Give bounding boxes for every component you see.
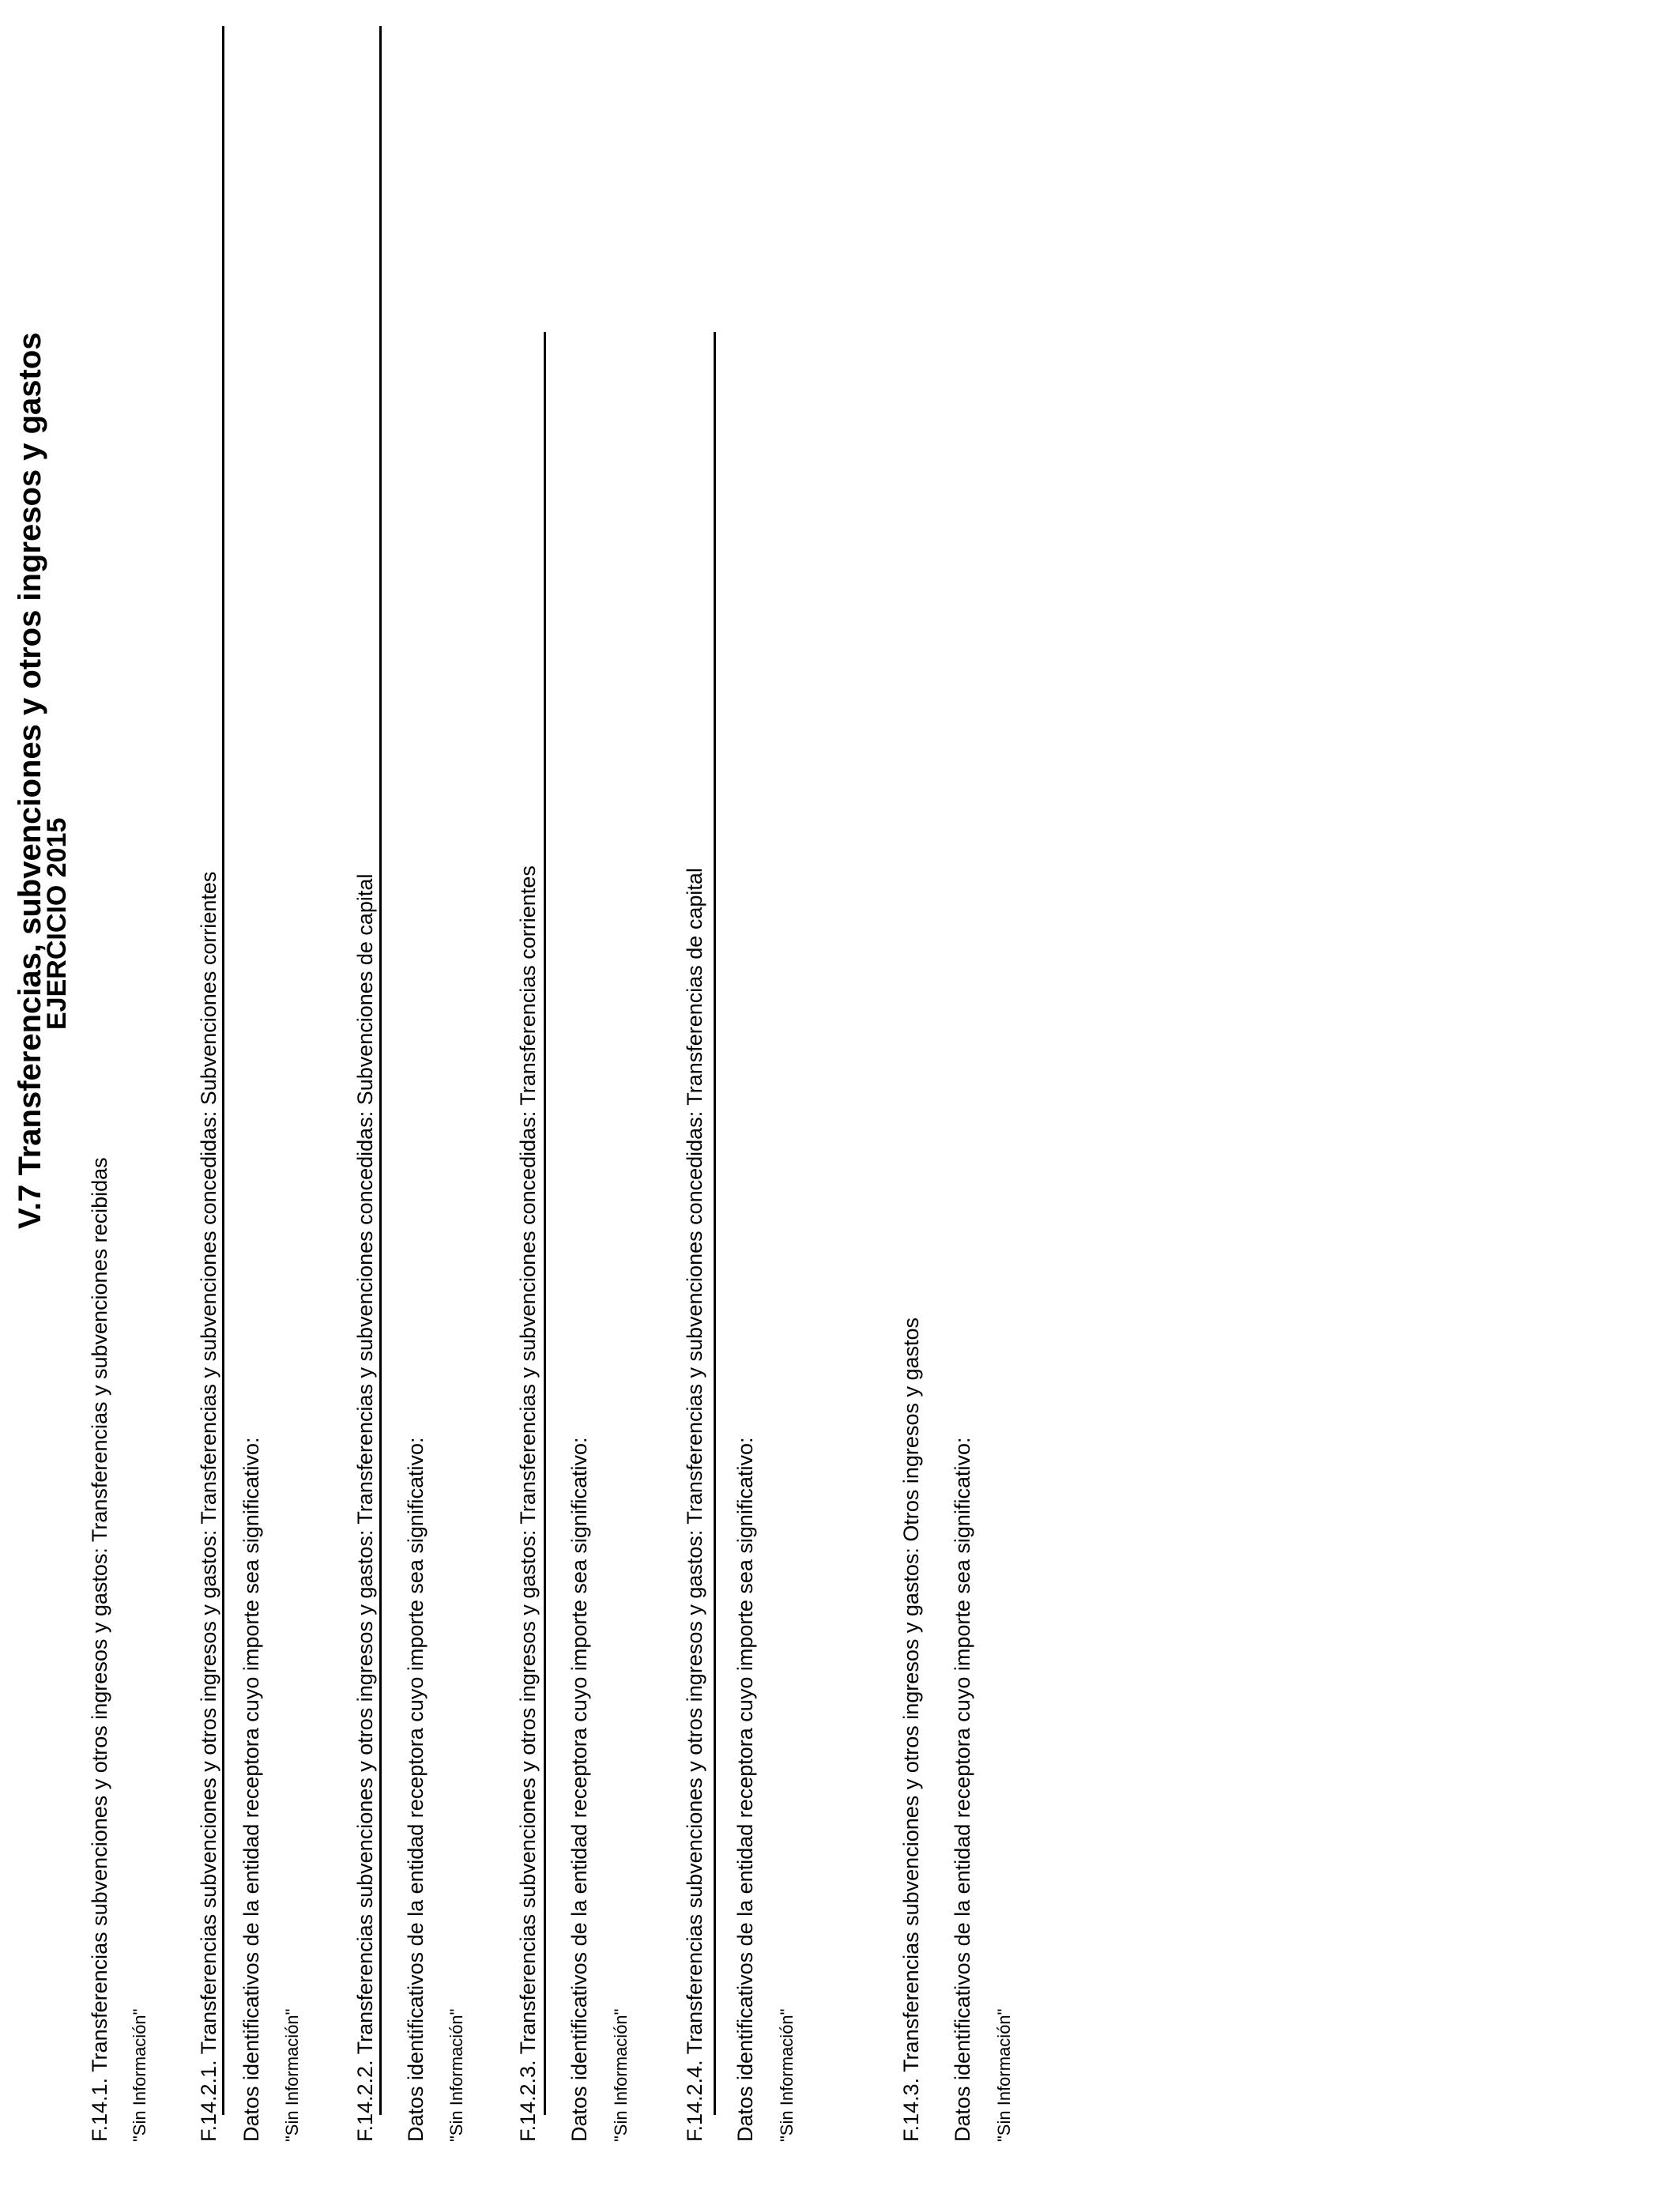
section-f14-2-1-heading: F.14.2.1. Transferencias subvenciones y otros ingresos y gastos: Transferencias y subvenciones concedidas: Subvenciones corrientes [197, 871, 220, 2142]
section-divider-rule [379, 26, 382, 2115]
section-f14-2-4-heading: F.14.2.4. Transferencias subvenciones y otros ingresos y gastos: Transferencias y subvenciones concedidas: Transferencias de capital [683, 868, 706, 2142]
section-divider-rule [544, 332, 546, 2115]
section-f14-3-no-info: "Sin Información" [994, 2008, 1014, 2142]
section-f14-2-4-no-info: "Sin Información" [777, 2008, 797, 2142]
section-f14-1-heading: F.14.1. Transferencias subvenciones y otros ingresos y gastos: Transferencias y subvenciones recibidas [88, 1157, 111, 2142]
section-f14-2-4-label: Datos identificativos de la entidad receptora cuyo importe sea significativo: [733, 1437, 757, 2142]
section-f14-2-3-no-info: "Sin Información" [611, 2008, 631, 2142]
section-f14-2-2-label: Datos identificativos de la entidad receptora cuyo importe sea significativo: [404, 1437, 428, 2142]
section-f14-3-heading: F.14.3. Transferencias subvenciones y otros ingresos y gastos: Otros ingresos y gastos [899, 1317, 923, 2142]
section-f14-2-3-label: Datos identificativos de la entidad receptora cuyo importe sea significativo: [567, 1437, 591, 2142]
section-f14-2-2-no-info: "Sin Información" [446, 2008, 466, 2142]
exercise-year: EJERCICIO 2015 [42, 817, 72, 1030]
section-f14-2-2-heading: F.14.2.2. Transferencias subvenciones y otros ingresos y gastos: Transferencias y subvenciones concedidas: Subvenciones de capital [353, 873, 377, 2142]
section-divider-rule [714, 332, 716, 2115]
section-f14-3-label: Datos identificativos de la entidad receptora cuyo importe sea significativo: [951, 1437, 974, 2142]
section-f14-2-3-heading: F.14.2.3. Transferencias subvenciones y otros ingresos y gastos: Transferencias y subvenciones concedidas: Transferencias corrientes [516, 865, 540, 2142]
section-f14-2-1-no-info: "Sin Información" [282, 2008, 302, 2142]
section-divider-rule [222, 26, 224, 2115]
section-f14-1-no-info: "Sin Información" [130, 2008, 149, 2142]
document-title: V.7 Transferencias, subvenciones y otros ingresos y gastos [13, 332, 47, 1229]
section-f14-2-1-label: Datos identificativos de la entidad receptora cuyo importe sea significativo: [239, 1437, 263, 2142]
